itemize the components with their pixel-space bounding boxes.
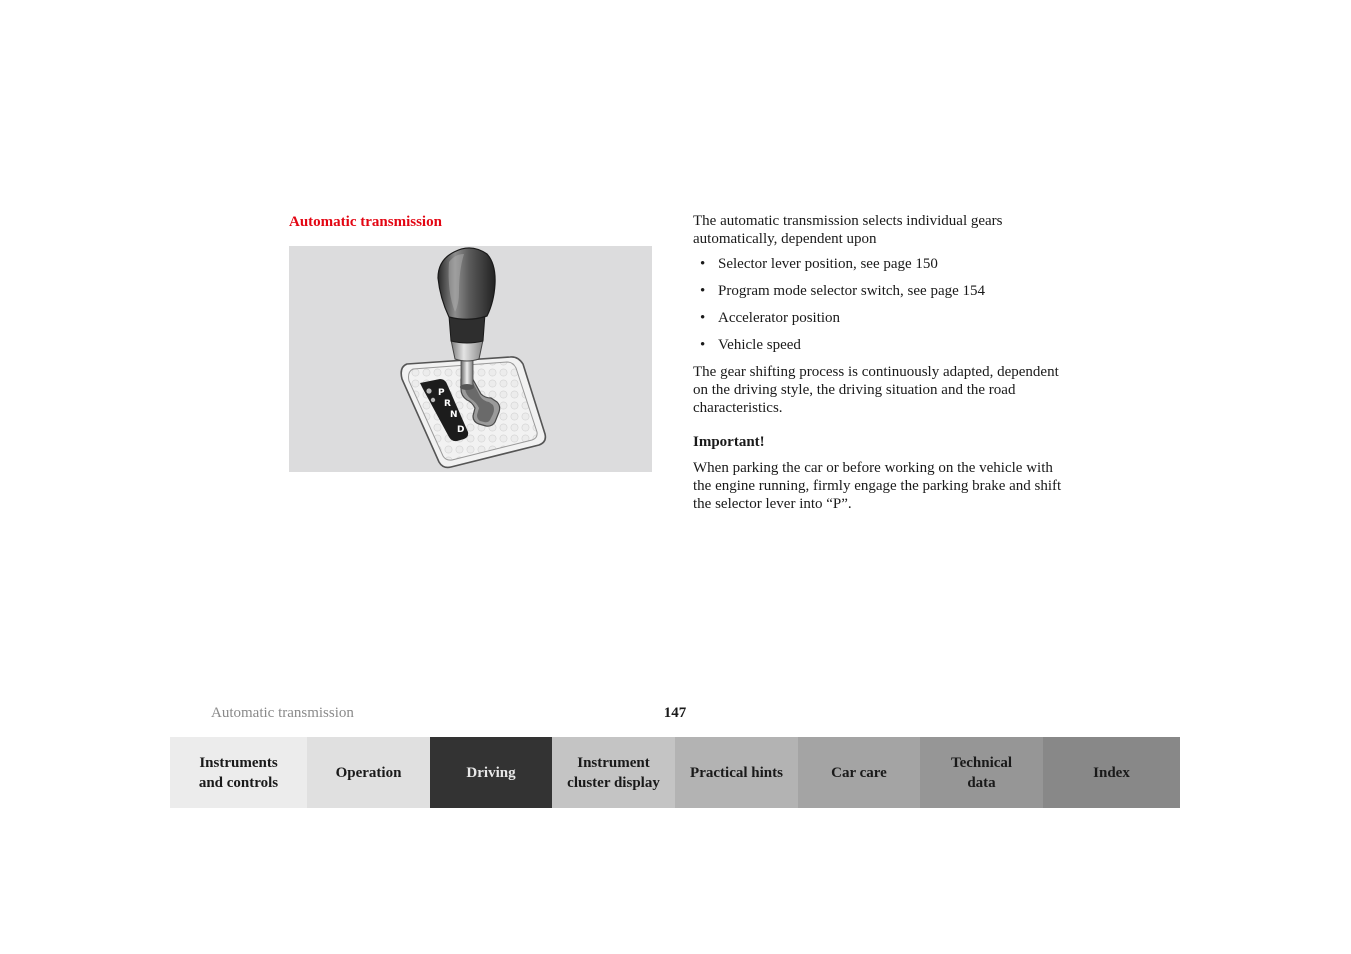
gate-label-d: D bbox=[457, 425, 465, 435]
gear-selector-illustration bbox=[289, 246, 652, 472]
body-text-column bbox=[693, 212, 1063, 513]
chapter-nav bbox=[170, 737, 1180, 808]
gate-label-r: R bbox=[444, 399, 451, 409]
bullet-icon: • bbox=[700, 337, 706, 353]
list-item-text: Accelerator position bbox=[718, 310, 841, 326]
page-number: 147 bbox=[663, 705, 687, 721]
tab-index[interactable]: Index bbox=[1043, 737, 1180, 808]
gate-label-n: N bbox=[450, 410, 458, 420]
list-item-text: Vehicle speed bbox=[718, 337, 801, 353]
important-paragraph: When parking the car or before working on the vehicle with the engine running, firmly engage the parking brake and shift the selector lever into “P”. bbox=[693, 460, 1062, 512]
intro-paragraph: The automatic transmission selects individual gears automatically, dependent upon bbox=[693, 213, 1003, 247]
tab-driving[interactable]: Driving bbox=[430, 737, 552, 808]
section-title: Automatic transmission bbox=[289, 214, 442, 230]
list-item-text: Selector lever position, see page 150 bbox=[718, 256, 938, 272]
bullet-icon: • bbox=[700, 310, 706, 326]
list-item bbox=[693, 255, 1063, 273]
list-item-text: Program mode selector switch, see page 154 bbox=[718, 283, 986, 299]
tab-instrument-cluster-display[interactable]: Instrument cluster display bbox=[552, 737, 675, 808]
tab-operation[interactable]: Operation bbox=[307, 737, 430, 808]
tab-technical-data[interactable]: Technical data bbox=[920, 737, 1043, 808]
tab-practical-hints[interactable]: Practical hints bbox=[675, 737, 798, 808]
list-item bbox=[693, 282, 1063, 300]
gate-label-p: P bbox=[438, 388, 445, 398]
list-item bbox=[693, 309, 1063, 327]
bullet-icon: • bbox=[700, 256, 706, 272]
tab-instruments-and-controls[interactable]: Instruments and controls bbox=[170, 737, 307, 808]
footer-section-name: Automatic transmission bbox=[211, 705, 354, 721]
list-item bbox=[693, 336, 1063, 354]
adaptation-paragraph: The gear shifting process is continuously adapted, dependent on the driving style, the driving situation and the road characteristics. bbox=[693, 364, 1059, 416]
bullet-icon: • bbox=[700, 283, 706, 299]
conditions-list bbox=[693, 255, 1063, 354]
tab-car-care[interactable]: Car care bbox=[798, 737, 920, 808]
important-heading: Important! bbox=[693, 434, 765, 450]
